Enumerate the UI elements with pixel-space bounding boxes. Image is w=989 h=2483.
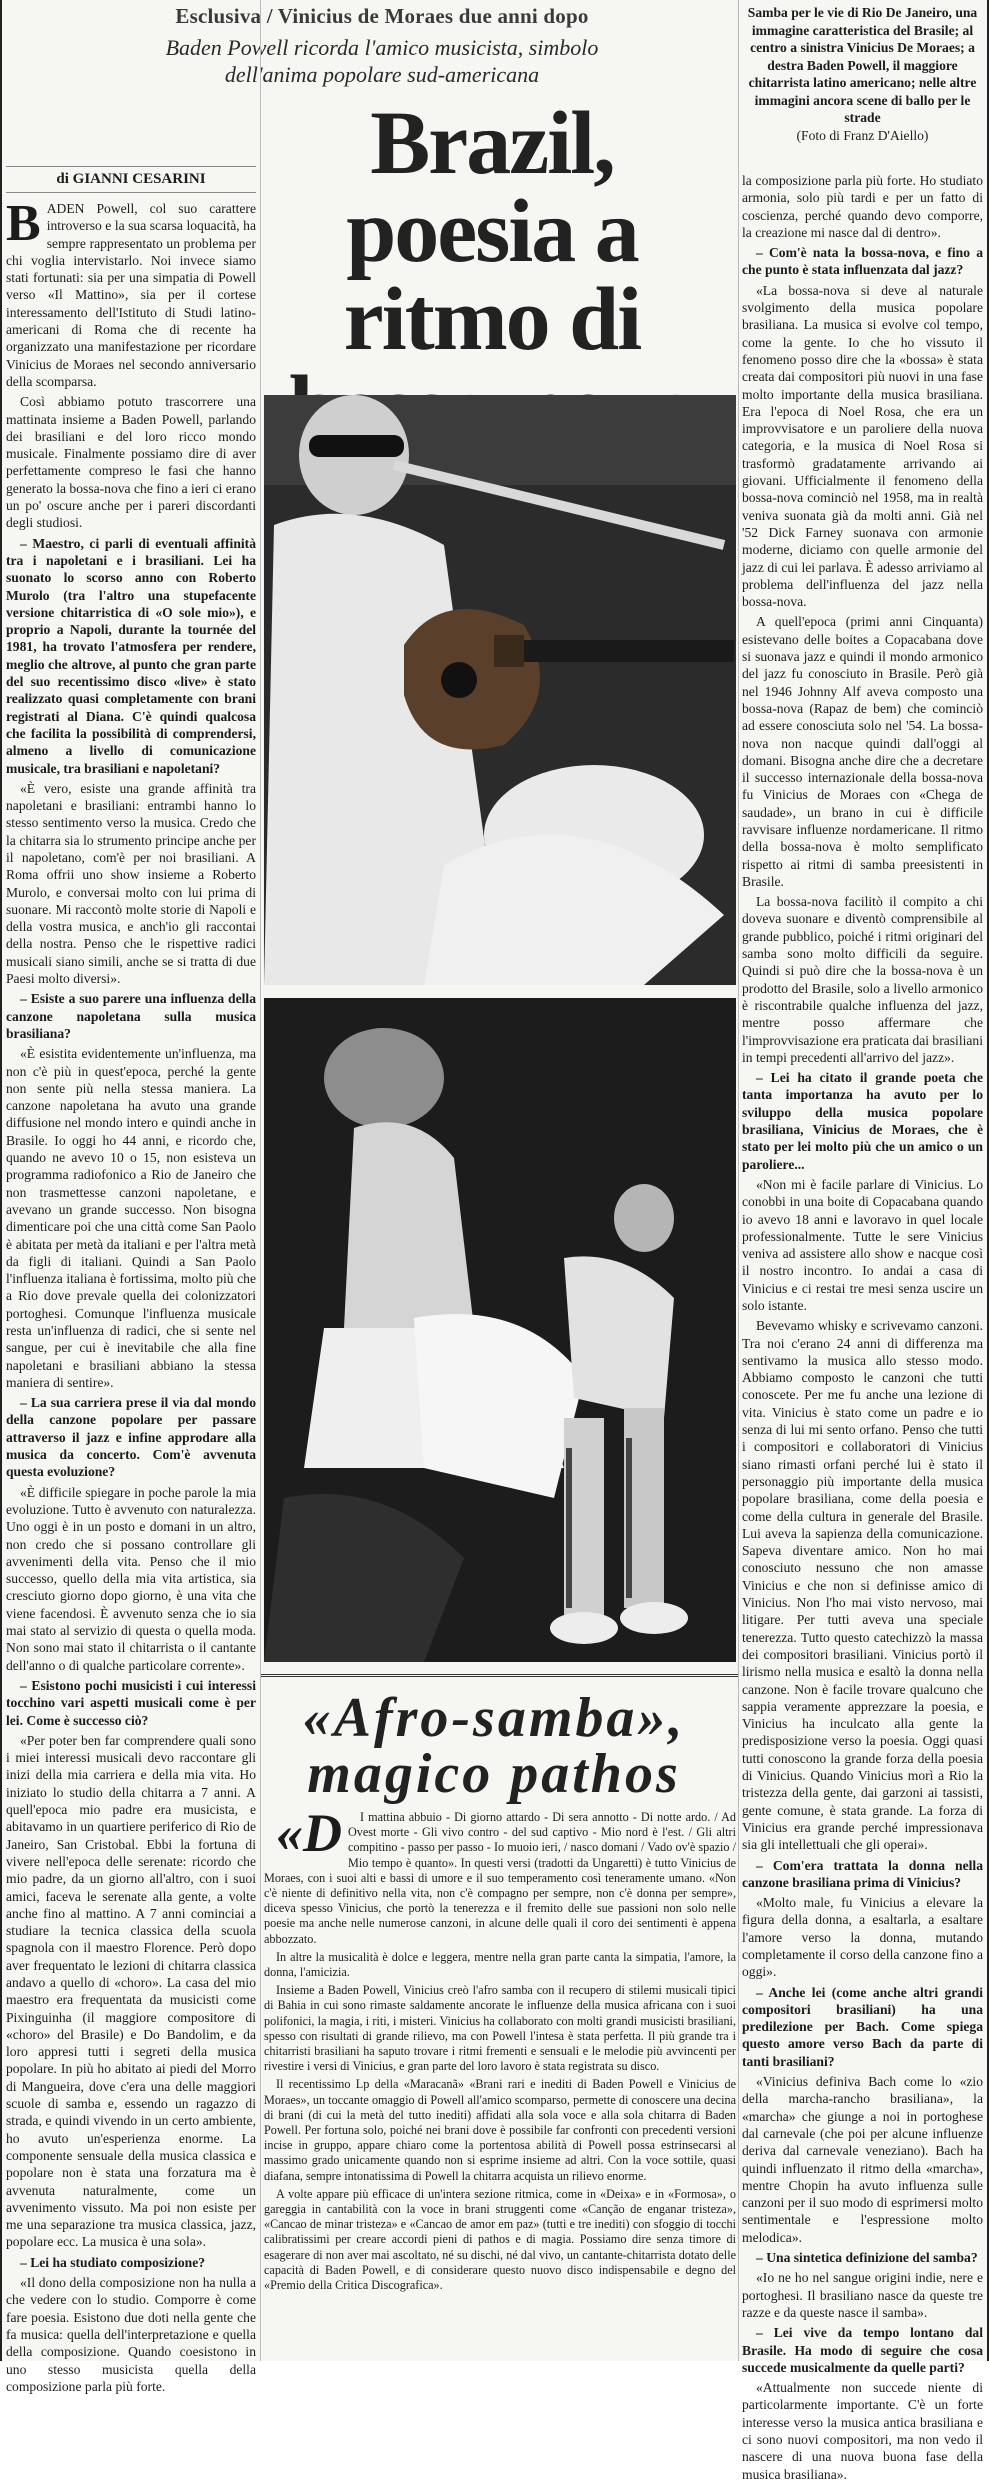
column-divider xyxy=(260,0,261,2361)
byline: di GIANNI CESARINI xyxy=(6,166,256,193)
paragraph: A volte appare più efficace di un'intera sezione ritmica, come in «Deixa» e in «Formosa», o gareggia in cantabilità con la voce in brani struggenti come «Canção de enganar tristeza», «Cancao de minar tristeza» e «Cancao de amor em paz» (tutti e tre inediti) con sfoggio di tocchi calibratissimi per creare accordi pieni di pathos e di magia. Possiamo dire senza timore di esagerare di non aver mai ascoltato, né su dischi, né dal vivo, un cantante-chitarrista dotato delle capacità di Baden Powell, e di considerare questo nuovo disco indispensabile e degno del «Premio della Critica Discografica». xyxy=(264,2186,736,2293)
paragraph: BADEN Powell, col suo carattere introverso e la sua scarsa loquacità, ha sempre rappresentato un problema per chi voglia intervistarlo. Noi invece siamo stati fortunati: sia per una simpatia di Powell verso «Il Mattino», sia per il cortese interessamento dell'Istituto di Studi latino-americani di Roma che di recente ha organizzato una manifestazione per ricordare Vinicius de Moraes nel secondo anniversario della scomparsa. xyxy=(6,195,256,389)
article-column-right xyxy=(742,172,983,2482)
paragraph: «È difficile spiegare in poche parole la mia evoluzione. Tutto è avvenuto con naturalezza. Uno oggi è in un posto e domani in un altro, non credo che si possano controllare gli avvenimenti della vita. Penso che il mio successo, quello della mia vita artistica, sia cresciuto giorno dopo giorno, è una vita che viene facendosi. È avvenuto senza che io sia mai stato al servizio di questa o quella moda. Non sono mai stato il chitarrista o il cantante dell'anno o di qualche particolare corrente». xyxy=(6,1484,256,1673)
kicker: Esclusiva / Vinicius de Moraes due anni dopo xyxy=(175,4,589,28)
photo-credit: (Foto di Franz D'Aiello) xyxy=(796,127,929,143)
paragraph: «È esistita evidentemente un'influenza, ma non c'è più in quest'epoca, perché la gente non sente più nella stessa maniera. La canzone napoletana ha avuto una grande diffusione nel mondo intero e quindi anche in Brasile. Io oggi ho 44 anni, e ricordo che, quando ne avevo 10 o 15, non esisteva un programma radiofonico a Rio de Janeiro che non trasmettesse canzoni napoletane, e avevano un grande successo. Non bisogna dimenticare poi che una città come San Paolo è abitata per metà da italiani e per l'altra metà da figli di italiani. Quindi a San Paolo l'influenza italiana è fortissima, molto più che a Rio dove prevale quella dei colonizzatori portoghesi. Comunque l'influenza musicale resta un'influenza di radici, che si sente nel sangue, per cui è inevitabile che alla fine napoletani e brasiliani abbiano la stessa maniera di sentire». xyxy=(6,1046,256,1390)
paragraph: – Maestro, ci parli di eventuali affinità tra i napoletani e i brasiliani. Lei ha suonato lo scorso anno con Roberto Murolo (tra l'altro una stupefacente versione chitarristica di «O sole mio»), e proprio a Napoli, durante la tournée del 1981, ha trovato l'atmosfera per rendere, meglio che altrove, al punto che gran parte del suo recentissimo disco «live» è stato realizzato quasi completamente con brani registrati al Diana. C'è quindi qualcosa che facilita la possibilità di comprendersi, almeno a livello di comunicazione musicale, tra brasiliani e napoletani? xyxy=(6,535,256,776)
column-divider xyxy=(738,0,739,2361)
paragraph: «È vero, esiste una grande affinità tra napoletani e brasiliani: entrambi hanno lo stesso sentimento verso la musica. Credo che la chitarra sia lo strumento principe anche per il napoletano, com'è per noi brasiliani. A Roma offrii uno show insieme a Roberto Murolo, e conversai molto con lui prima di suonare. Mi raccontò molte storie di Napoli e della vostra musica, e anch'io gli raccontai della nostra. Penso che le rispettive radici musicali siano simili, anche se si tratta di due Paesi molto diversi». xyxy=(6,780,256,987)
paragraph: «Il dono della composizione non ha nulla a che vedere con lo studio. Comporre è come fare poesia. Esistono due doti nella gente che fa musica: quella dell'interpretazione e quella della composizione. Quando coesistono in uno stesso musicista quella della composizione parla più forte. xyxy=(6,2275,256,2394)
section-title: «Afro-samba», magico pathos xyxy=(302,1687,686,1805)
paragraph: Insieme a Baden Powell, Vinicius creò l'afro samba con il recupero di stilemi musicali tipici di Bahia in cui sono rimaste saldamente ancorate le influenze della musica africana con i suoi polifonici, la magia, i riti, i misteri. Vinicius ha collaborato con molti grandi musicisti brasiliani, spesso con risultati di grande rilievo, ma con Powell l'intesa è stata perfetta. Il più grande tra i chitarristi brasiliani ha saputo trovare i ritmi frementi e sensuali e le melodie più avvincenti per rivestire i versi di Vinicius, e gran parte del loro lavoro è stata registrata su disco. xyxy=(264,1983,736,2074)
paragraph: Bevevamo whisky e scrivevamo canzoni. Tra noi c'erano 24 anni di differenza ma sentivamo la musica allo stesso modo. Abbiamo composto le canzoni che tutti conoscete. Per me fu anche una lezione di vita. Vinicius è stato come un padre e io senza di lui mi sento orfano. Penso che tutti i compositori e collaboratori di Vinicius siano rimasti orfani perché lui è stato il personaggio più importante della musica popolare brasiliana, come della poesia e come della cultura in generale del Brasile. Lui aveva la sapienza della comunicazione. Sapeva diventare amico. Non ho mai conosciuto nessuno che non amasse Vinicius e che non si definisse amico di Vinicius. Non l'ho mai visto nervoso, mai litigare. Per tutti aveva una speciale tenerezza. Tutto questo catechizzò la massa dei compositori brasiliani. Vinicius portò il lirismo nella musica e esaltò la donna nella canzone. Non è facile trovare qualcuno che sappia veramente apprezzare la poesia, e Vinicius ha inculcato alla gente la predisposizione verso la poesia. Oggi quasi tutti conoscono la grande forza della poesia di Vinicius. Quando Vinicius morì a Rio la tristezza della gente, dai garzoni ai tassisti, gente comune, è stata grande. La forza di Vinicius era grande perché impressionava sia gli intellettuali che gli operai». xyxy=(742,1318,983,1853)
photo-caption xyxy=(742,4,983,144)
drop-cap: «D xyxy=(276,1803,342,1863)
paragraph: «D I mattina abbuio - Di giorno attardo - Di sera annotto - Di notte ardo. / Ad Ovest morte - Gli vivo contro - del sud captivo - Mio nord è l'est. / Gli altri compitino - passo per passo - Io muoio ieri, / nasco domani / Vado ov'è spazio / Mio tempo è quanto». In questi versi (tradotti da Ungaretti) è tutto Vinicius de Moraes, con i suoi alti e bassi di umore e il suo temperamento così teneramente umano. «Non c'è niente di definitivo nella vita, non c'è compagno per sempre, non c'è donna per sempre», diceva spesso Vinicius, che portò la tenerezza e il fremito delle sue passioni non solo nelle poesie ma anche nelle numerose canzoni, in alcune delle quali il coro dei sentimenti è appena abbozzato. xyxy=(264,1803,736,1946)
paragraph: «Molto male, fu Vinicius a elevare la figura della donna, a esaltarla, a esaltare l'amore verso la donna, mutando completamente il corso della canzone fino a oggi». xyxy=(742,1895,983,1980)
caption-text: Samba per le vie di Rio De Janeiro, una immagine caratteristica del Brasile; al centro a sinistra Vinicius De Moraes; a destra Baden Powell, il maggiore chitarrista latino americano; nelle altre immagini ancora scene di ballo per le strade xyxy=(747,5,978,125)
guitarist-image xyxy=(264,395,736,985)
paragraph: Il recentissimo Lp della «Maracanã» «Brani rari e inediti di Baden Powell e Vinicius de Moraes», un toccante omaggio di Powell all'amico scomparso, permette di conoscere una decina di brani (di cui la metà del tutto inediti) affidati alla sola voce e alla sola chitarra di Baden Powell. Per fortuna solo, poiché nei brani dove è possibile far confronti con precedenti versioni incise in gruppo, appare chiaro come la portentosa abilità di Powell possa estrinsecarsi al massimo grado unicamente quando non si esprime insieme ad altri. Con la voce sottile, quasi diafana, sempre intonatissima di Powell la chitarra acquista un rilievo enorme. xyxy=(264,2077,736,2183)
paragraph: – Com'era trattata la donna nella canzone brasiliana prima di Vinicius? xyxy=(742,1857,983,1890)
dancers-image xyxy=(264,998,736,1662)
paragraph: – Lei ha citato il grande poeta che tanta importanza ha avuto per lo sviluppo della musica popolare brasiliana, Vinicius de Moraes, che è stato per lei molto più che un amico o un paroliere... xyxy=(742,1070,983,1172)
paragraph: la composizione parla più forte. Ho studiato armonia, solo più tardi e per un fatto di coscienza, perché quando devo comporre, la creazione mi nasce dal di dentro». xyxy=(742,173,983,240)
paragraph: – Una sintetica definizione del samba? xyxy=(756,2250,978,2266)
paragraph: – Com'è nata la bossa-nova, e fino a che punto è stata influenzata dal jazz? xyxy=(742,245,983,278)
headline: Brazil, poesia a ritmo di xyxy=(343,94,641,369)
subtitle: Baden Powell ricorda l'amico musicista, simbolo dell'anima popolare sud-americana xyxy=(165,35,599,87)
article-column-left xyxy=(6,195,256,2394)
section-divider xyxy=(260,1674,738,1677)
photo-guitarist xyxy=(264,395,736,985)
drop-cap: B xyxy=(6,195,41,252)
paragraph: «La bossa-nova si deve al naturale svolgimento della musica popolare brasiliana. La musica si evolve col tempo, come la gente. Io che ho vissuto il fenomeno posso dire che la «bossa» è stata creata dai compositori più nuovi in una fase molto importante della musica brasiliana. Era l'epoca di Noel Rosa, che era un improvvisatore e un paroliere della nuova categoria, e la musica di Noel Rosa si trasformò gradatamente arrivando ai giovani. Ufficialmente il fenomeno della bossa-nova cominciò nel 1958, ma in realtà veniva suonata già da molti anni. Già nel '52 Dick Farney suonava con armonie moderne, diciamo con quelle armonie del jazz di cui lei parlava. È adesso arriviamo al problema dell'influenza del jazz nella bossa-nova. xyxy=(742,282,983,610)
paragraph: – La sua carriera prese il via dal mondo della canzone popolare per passare attraverso il jazz e infine approdare alla musica da concerto. Com'è avvenuta questa evoluzione? xyxy=(6,1395,256,1480)
paragraph: – Lei vive da tempo lontano dal Brasile. Ha modo di seguire che cosa succede musicalmente da quelle parti? xyxy=(742,2325,983,2375)
paragraph: – Anche lei (come anche altri grandi compositori brasiliani) ha una predilezione per Bach. Come spiega questo amore verso Bach da parte di tanti brasiliani? xyxy=(742,1984,983,2069)
paragraph: – Esistono pochi musicisti i cui interessi tocchino vari aspetti musicali come è per lei. Come è successo ciò? xyxy=(6,1677,256,1728)
paragraph: – Esiste a suo parere una influenza della canzone napoletana sulla musica brasiliana? xyxy=(6,991,256,1041)
paragraph: «Io ne ho nel sangue origini indie, nere e portoghesi. Il brasiliano nasce da queste tre razze e da queste nasce il samba». xyxy=(742,2270,983,2320)
paragraph: – Lei ha studiato composizione? xyxy=(20,2254,206,2270)
paragraph: In altre la musicalità è dolce e leggera, mentre nella gran parte canta la simpatia, l'amore, la donna, l'amicizia. xyxy=(264,1949,736,1980)
afro-samba-article xyxy=(264,1803,736,2355)
paragraph: «Attualmente non succede niente di particolarmente importante. C'è un forte interesse verso la musica antica brasiliana e ci sono nuovi compositori, ma non vedo il nascere di una nuova buona fase della musica brasiliana». xyxy=(742,2380,983,2482)
paragraph: La bossa-nova facilitò il compito a chi doveva suonare e diventò comprensibile al grande pubblico, poiché i ritmi originari del samba sono molto difficili da seguire. Quindi si può dire che la bossa-nova è un prodotto del Brasile, solo a livello armonico è riscontrabile qualche influenza del jazz, mentre posso affermare che l'improvvisazione era praticata dai brasiliani in tempi precedenti all'arrivo del jazz». xyxy=(742,894,983,1065)
photo-dancers xyxy=(264,998,736,1662)
paragraph: «Non mi è facile parlare di Vinicius. Lo conobbi in una boite di Copacabana quando io avevo 18 anni e lavoravo in quel locale professionalmente. Tutte le sere Vinicius veniva ad assistere allo show e nacque così il nostro incontro. Io andai a casa di Vinicius e ci restai tre mesi senza uscire un solo istante. xyxy=(742,1176,983,1313)
paragraph: Così abbiamo potuto trascorrere una mattinata insieme a Baden Powell, parlando dei brasiliani e del loro ricco mondo musicale. Finalmente possiamo dire di aver perfettamente compreso le fasi che hanno generato la bossa-nova che fino a ieri ci erano un po' oscure anche per i pareri discordanti degli studiosi. xyxy=(6,394,256,531)
paragraph: A quell'epoca (primi anni Cinquanta) esistevano delle boites a Copacabana dove si suonava jazz e quindi il mondo armonico del jazz fu conosciuto in Brasile. Però già nel 1946 Johnny Alf aveva composto una bossa-nova (Rapaz de bem) che cominciò ad essere conosciuta solo nel '54. La bossa-nova non nacque quindi dall'oggi al domani. Bisogna anche dire che a decretare il successo internazionale della bossa-nova fu Vinicius de Moraes con «Chega de saudade», un brano in cui è difficile ravvisare influenze nordamericane. Il ritmo della bossa-nova è molto semplificato rispetto ai ritmi di samba preesistenti in Brasile. xyxy=(742,614,983,889)
paragraph: «Vinicius definiva Bach come lo «zio della marcha-rancho brasiliana», la «marcha» che giunge a noi in portoghese dal carnevale (che poi per alcune influenze deriva dal carnevale veneziano). Bach ha quindi influenzato il ritmo della «marcha», mentre Chopin ha avuto influenza sulle canzoni per il suo modo di esprimersi molto sentimentale e l'espressione molto melodica». xyxy=(742,2074,983,2245)
paragraph: «Per poter ben far comprendere quali sono i miei interessi musicali devo raccontare gli inizi della mia carriera e della mia vita. Ho iniziato lo studio della chitarra a 7 anni. A quell'epoca mio padre era musicista, e abitavamo in un quartiere periferico di Rio de Janeiro, San Cristobal. Ebbi la fortuna di vivere nell'epoca delle serenate: ricordo che mio padre, da un giorno all'altro, con i suoi amici, faceva le serenate alla gente, a volte anche fino al mattino. A 7 anni cominciai a studiare la tecnica classica della scuola spagnola con il maestro Florence. Però dopo aver frequentato le lezioni di chitarra classica andavo a quello di «choro». La casa del mio maestro era frequentata da musicisti come Pixinguinha (il maggiore compositore di «choro» del Brasile) e Do Bandolim, e da loro appresi tutti i segreti della musica popolare. In più ho abitato ai piedi del Morro di Mangueira, dove c'era una delle maggiori scuole di samba e, essendo un ragazzo di strada, e quindi vivendo in un certo ambiente, ho avuto un'esperienza enorme. La componente sensuale della musica classica e popolare non è stata una forzatura ma è avvenuta naturalmente, come un avvenimento vissuto. Ma poi non esiste per me una separazione tra musica classica, jazz, popolare ecc. La musica è una sola». xyxy=(6,1732,256,2250)
